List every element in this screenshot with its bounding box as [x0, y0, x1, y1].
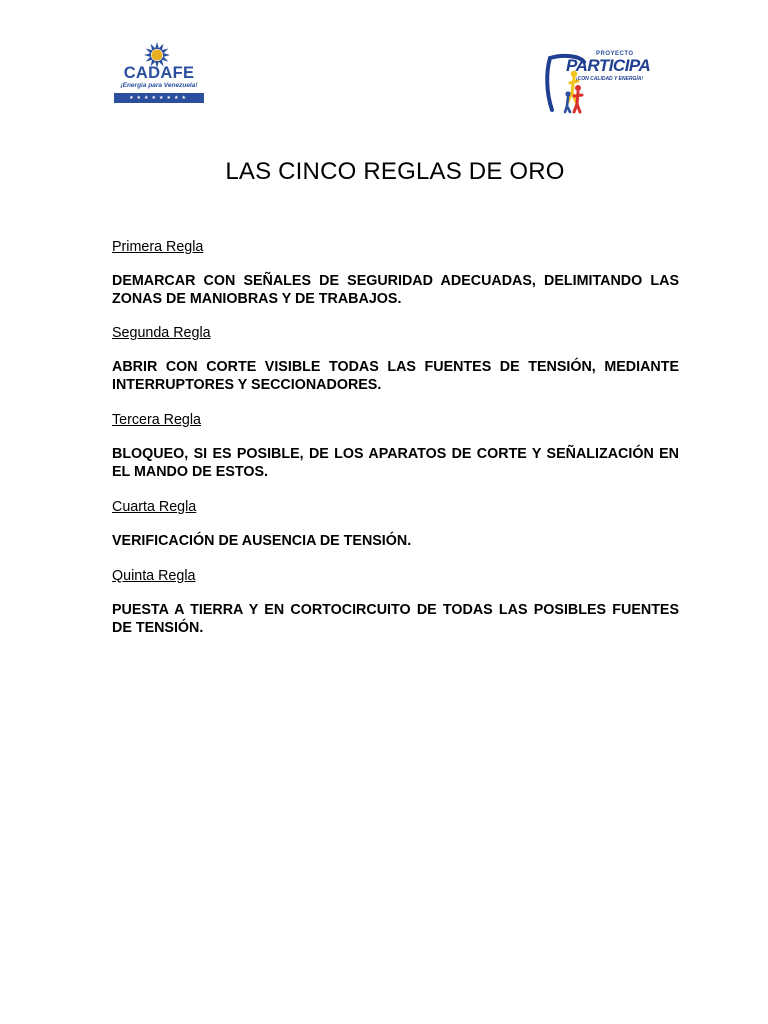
cadafe-star-bar: ★★★★★★★★ [114, 93, 204, 103]
rule-1 [112, 239, 679, 308]
rule-text: PUESTA A TIERRA Y EN CORTOCIRCUITO DE TODAS LAS POSIBLES FUENTES DE TENSIÓN. [112, 602, 679, 636]
rule-heading: Cuarta Regla [112, 499, 197, 515]
rule-4 [112, 499, 679, 551]
rule-heading: Quinta Regla [112, 568, 196, 584]
rule-text: ABRIR CON CORTE VISIBLE TODAS LAS FUENTES DE TENSIÓN, MEDIANTE INTERRUPTORES Y SECCIONADORES. [112, 359, 679, 393]
rule-text: VERIFICACIÓN DE AUSENCIA DE TENSIÓN. [112, 533, 412, 549]
rule-3 [112, 412, 679, 481]
cadafe-wordmark: CADAFE [123, 64, 195, 82]
cadafe-logo [112, 42, 206, 104]
participa-slogan: ¡CON CALIDAD Y ENERGÍA! [576, 76, 644, 82]
rule-heading: Segunda Regla [112, 325, 211, 341]
participa-wordmark: PARTICIPA [566, 56, 651, 75]
rule-heading: Primera Regla [112, 239, 204, 255]
rule-5 [112, 568, 679, 637]
participa-prefix: PROYECTO [596, 51, 634, 57]
page-title: LAS CINCO REGLAS DE ORO [225, 158, 565, 185]
rule-heading: Tercera Regla [112, 412, 201, 428]
rule-2 [112, 325, 679, 394]
rule-text: BLOQUEO, SI ES POSIBLE, DE LOS APARATOS DE CORTE Y SEÑALIZACIÓN EN EL MANDO DE ESTOS. [112, 446, 679, 480]
participa-logo [544, 48, 660, 114]
rule-text: DEMARCAR CON SEÑALES DE SEGURIDAD ADECUADAS, DELIMITANDO LAS ZONAS DE MANIOBRAS Y DE TRABAJOS. [112, 273, 679, 307]
cadafe-slogan: ¡Energía para Venezuela! [120, 82, 198, 89]
